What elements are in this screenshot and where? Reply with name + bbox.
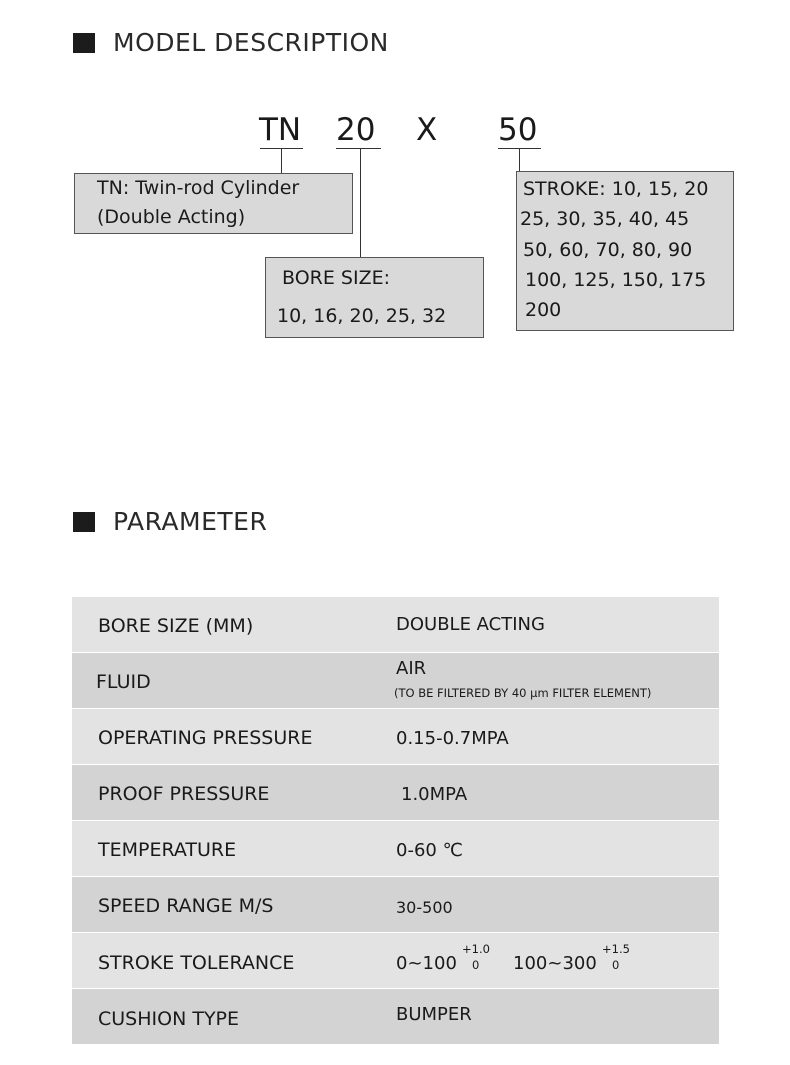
- bore-size-values: 10, 16, 20, 25, 32: [277, 305, 447, 327]
- tolerance-lower-1: 0: [472, 958, 480, 972]
- section-square-icon: [73, 512, 95, 532]
- tolerance-upper-2: +1.5: [602, 942, 630, 956]
- stroke-line-5: 200: [525, 299, 562, 321]
- stroke-line-3: 50, 60, 70, 80, 90: [523, 239, 693, 261]
- param-value: BUMPER: [396, 1004, 472, 1025]
- table-row: [72, 821, 719, 877]
- type-connector: [281, 148, 282, 173]
- param-note: (TO BE FILTERED BY 40 μm FILTER ELEMENT): [394, 686, 652, 700]
- table-row: [72, 989, 719, 1044]
- param-label: BORE SIZE (MM): [98, 615, 254, 637]
- table-row: [72, 877, 719, 933]
- bore-size-heading: BORE SIZE:: [282, 267, 390, 289]
- tolerance-range-2: 100~300: [513, 953, 597, 974]
- param-value: 30-500: [396, 898, 453, 917]
- param-value: 0.15-0.7MPA: [396, 728, 509, 749]
- tolerance-upper-1: +1.0: [462, 942, 490, 956]
- model-description-header: [73, 28, 389, 57]
- table-row: [72, 765, 719, 821]
- param-label: TEMPERATURE: [98, 839, 237, 861]
- type-line-2: (Double Acting): [97, 206, 246, 228]
- code-separator: X: [416, 112, 438, 148]
- param-value: AIR: [396, 658, 427, 679]
- param-label: OPERATING PRESSURE: [98, 727, 313, 749]
- parameter-header: [73, 507, 267, 536]
- code-bore: 20: [336, 112, 376, 148]
- param-value: DOUBLE ACTING: [396, 614, 545, 635]
- section-square-icon: [73, 33, 95, 53]
- code-stroke: 50: [498, 112, 538, 148]
- table-row: [72, 653, 719, 709]
- stroke-line-2: 25, 30, 35, 40, 45: [520, 208, 690, 230]
- stroke-line-4: 100, 125, 150, 175: [525, 269, 707, 291]
- stroke-box: [516, 171, 734, 331]
- param-value: 0-60 ℃: [396, 840, 463, 861]
- param-label: FLUID: [96, 671, 151, 693]
- param-label: CUSHION TYPE: [98, 1008, 240, 1030]
- bore-connector: [360, 148, 361, 257]
- param-label: SPEED RANGE M/S: [98, 895, 274, 917]
- type-description-box: [74, 173, 353, 234]
- stroke-line-1: STROKE: 10, 15, 20: [523, 178, 709, 200]
- tolerance-lower-2: 0: [612, 958, 620, 972]
- bore-size-box: [265, 257, 484, 338]
- table-row: [72, 933, 719, 989]
- param-label: PROOF PRESSURE: [98, 783, 270, 805]
- table-row: [72, 597, 719, 653]
- type-line-1: TN: Twin-rod Cylinder: [97, 177, 300, 199]
- code-type: TN: [259, 112, 302, 148]
- table-row: [72, 709, 719, 765]
- param-value: 1.0MPA: [401, 784, 468, 805]
- stroke-connector: [519, 148, 520, 171]
- parameter-title: PARAMETER: [113, 507, 268, 536]
- model-description-title: MODEL DESCRIPTION: [113, 28, 389, 57]
- tolerance-range-1: 0~100: [396, 953, 457, 974]
- code-bore-underline: [336, 148, 381, 149]
- parameter-table: [72, 597, 719, 1044]
- param-label: STROKE TOLERANCE: [98, 952, 295, 974]
